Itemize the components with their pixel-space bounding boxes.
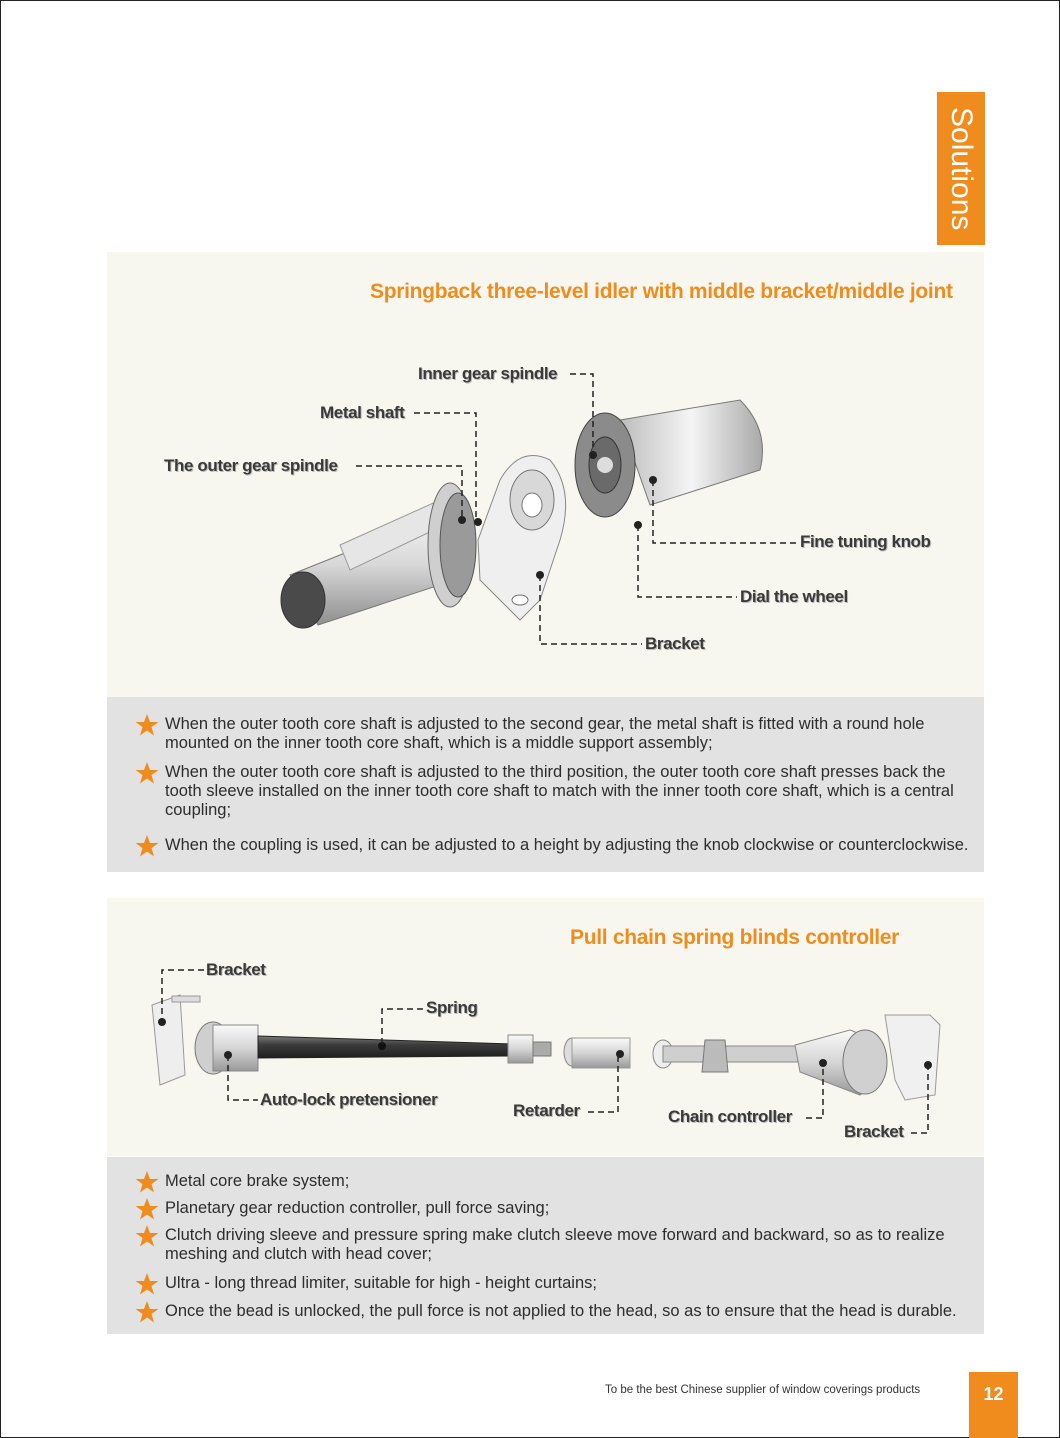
section-title-controller: Pull chain spring blinds controller — [570, 926, 900, 949]
right-bracket-part — [885, 1015, 940, 1100]
star-icon — [135, 1197, 159, 1221]
auto-lock-pretensioner-part — [195, 1022, 258, 1074]
callout-outer-gear-spindle: The outer gear spindle — [164, 456, 338, 475]
list-item-text: Once the bead is unlocked, the pull force is not applied to the head, so as to ensure that the head is durable. — [165, 1302, 957, 1320]
list-item-text: Clutch driving sleeve and pressure spring make clutch sleeve move forward and backward, so as to realize meshing and clutch with head cover; — [165, 1226, 945, 1263]
list-item — [135, 1226, 976, 1264]
list-item-text: When the outer tooth core shaft is adjusted to the second gear, the metal shaft is fitted with a round hole mounted on the inner tooth core shaft, which is a middle support assembly; — [165, 715, 925, 752]
page-number: 12 — [969, 1372, 1018, 1438]
callout-bracket: Bracket — [645, 634, 705, 653]
callout-inner-gear-spindle: Inner gear spindle — [418, 364, 558, 383]
retarder-part — [564, 1038, 630, 1068]
callout-retarder: Retarder — [513, 1101, 580, 1120]
callout-bracket-right: Bracket — [844, 1122, 904, 1141]
callout-fine-tuning-knob: Fine tuning knob — [800, 532, 931, 551]
spring-rod-part — [258, 1035, 551, 1063]
section-title-idler: Springback three-level idler with middle bracket/middle joint — [370, 280, 953, 303]
list-item-text: Metal core brake system; — [165, 1172, 350, 1190]
footer-tagline: To be the best Chinese supplier of window coverings products — [605, 1384, 921, 1396]
star-icon — [135, 1224, 159, 1248]
list-item-text: Ultra - long thread limiter, suitable for high - height curtains; — [165, 1274, 597, 1292]
list-item-text: When the outer tooth core shaft is adjusted to the third position, the outer tooth core shaft presses back the tooth sleeve installed on the inner tooth core shaft to match with the inner tooth core shaft, which is a central coupling; — [165, 763, 954, 819]
callout-metal-shaft: Metal shaft — [320, 403, 405, 422]
list-item — [135, 1302, 976, 1321]
list-item-text: Planetary gear reduction controller, pull force saving; — [165, 1199, 550, 1217]
callout-bracket-left: Bracket — [206, 960, 266, 979]
callout-spring: Spring — [426, 998, 478, 1017]
list-item — [135, 1274, 976, 1293]
star-icon — [135, 1300, 159, 1324]
callout-dial-the-wheel: Dial the wheel — [740, 587, 848, 606]
callout-auto-lock-pretensioner: Auto-lock pretensioner — [260, 1090, 438, 1109]
section-tab-label: Solutions — [945, 106, 978, 231]
callout-chain-controller: Chain controller — [668, 1107, 792, 1126]
star-icon — [135, 1170, 159, 1194]
list-item — [135, 1172, 976, 1191]
list-item-text: When the coupling is used, it can be adjusted to a height by adjusting the knob clockwise or counterclockwise. — [165, 836, 969, 854]
chain-controller-part — [653, 1030, 887, 1095]
list-item — [135, 1199, 976, 1218]
left-bracket-part — [152, 995, 200, 1085]
star-icon — [135, 1272, 159, 1296]
feature-list-controller — [107, 1157, 984, 1334]
